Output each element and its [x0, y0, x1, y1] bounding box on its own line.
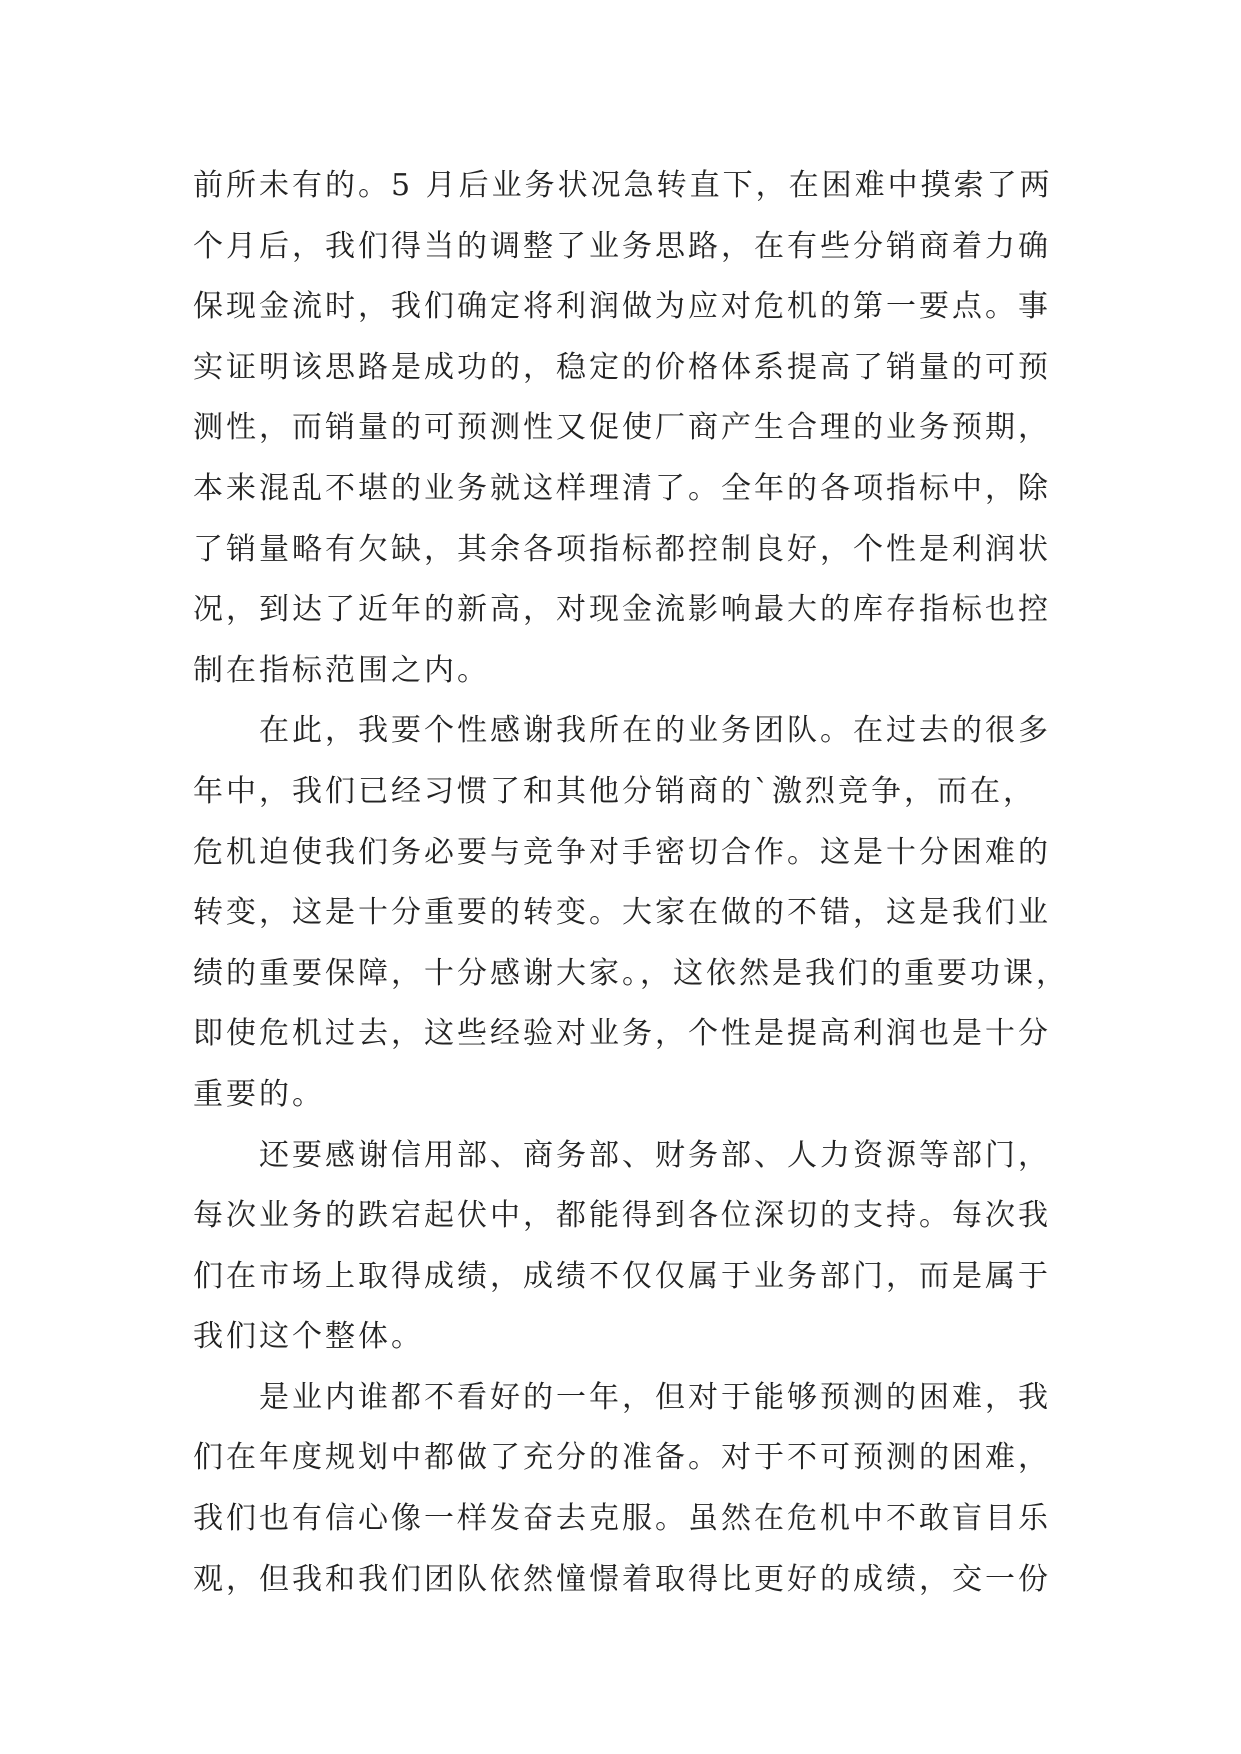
text-line: 测性，而销量的可预测性又促使厂商产生合理的业务预期，: [193, 410, 1051, 446]
text-line: 观，但我和我们团队依然憧憬着取得比更好的成绩，交一份: [193, 1561, 1051, 1597]
paragraph-first-line: 还要感谢信用部、商务部、财务部、人力资源等部门，: [259, 1137, 1051, 1173]
text-line: 年中，我们已经习惯了和其他分销商的`激烈竞争，而在，: [193, 773, 1036, 809]
text-line: 危机迫使我们务必要与竞争对手密切合作。这是十分困难的: [193, 834, 1051, 870]
text-line: 们在年度规划中都做了充分的准备。对于不可预测的困难，: [193, 1440, 1051, 1476]
text-line: 制在指标范围之内。: [193, 652, 490, 688]
text-line: 重要的。: [193, 1076, 325, 1112]
text-line: 前所未有的。5 月后业务状况急转直下，在困难中摸索了两: [193, 168, 1053, 203]
text-line: 实证明该思路是成功的，稳定的价格体系提高了销量的可预: [193, 349, 1051, 385]
text-line: 转变，这是十分重要的转变。大家在做的不错，这是我们业: [193, 895, 1051, 931]
paragraph-first-line: 是业内谁都不看好的一年，但对于能够预测的困难，我: [259, 1379, 1051, 1415]
text-line: 每次业务的跌宕起伏中，都能得到各位深切的支持。每次我: [193, 1198, 1051, 1234]
paragraph-first-line: 在此，我要个性感谢我所在的业务团队。在过去的很多: [259, 713, 1051, 749]
text-line: 绩的重要保障，十分感谢大家。，这依然是我们的重要功课，: [193, 955, 1069, 991]
text-line: 们在市场上取得成绩，成绩不仅仅属于业务部门，而是属于: [193, 1258, 1051, 1294]
text-line: 即使危机过去，这些经验对业务，个性是提高利润也是十分: [193, 1016, 1051, 1052]
text-line: 况，到达了近年的新高，对现金流影响最大的库存指标也控: [193, 592, 1051, 628]
text-line: 我们也有信心像一样发奋去克服。虽然在危机中不敢盲目乐: [193, 1501, 1051, 1537]
text-line: 本来混乱不堪的业务就这样理清了。全年的各项指标中，除: [193, 470, 1051, 506]
text-line: 个月后，我们得当的调整了业务思路，在有些分销商着力确: [193, 228, 1051, 264]
text-line: 我们这个整体。: [193, 1319, 424, 1355]
text-line: 了销量略有欠缺，其余各项指标都控制良好，个性是利润状: [193, 531, 1051, 567]
text-line: 保现金流时，我们确定将利润做为应对危机的第一要点。事: [193, 289, 1051, 325]
document-body: [193, 156, 1073, 1610]
